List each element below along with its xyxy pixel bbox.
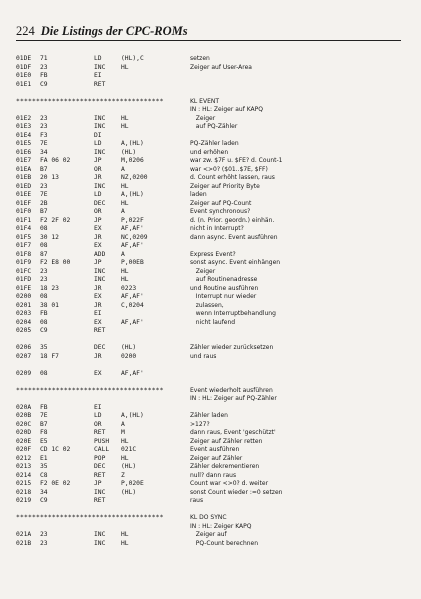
operand: Z: [121, 471, 125, 479]
address: 01F0: [16, 208, 32, 215]
mnemonic: RET: [94, 471, 106, 479]
operand: P,022F: [121, 216, 144, 224]
blank-line: [16, 336, 406, 345]
address: 01F7: [16, 242, 32, 249]
comment: zulassen,: [190, 301, 224, 309]
address: 020A: [16, 403, 32, 411]
comment: Zeiger auf Zähler retten: [190, 437, 263, 445]
listing-line: [16, 200, 406, 209]
blank-line: [16, 361, 406, 370]
operand: C,0204: [121, 301, 144, 309]
hex-bytes: FB: [40, 310, 48, 317]
assembly-listing: [16, 55, 406, 548]
hex-bytes: B7: [40, 165, 48, 173]
listing-line: [16, 217, 406, 226]
mnemonic: INC: [94, 531, 106, 538]
comment: Zeiger: [190, 114, 216, 122]
operand: NZ,0200: [121, 174, 148, 181]
hex-bytes: F2 0E 02: [40, 480, 71, 487]
address: 01DE: [16, 55, 32, 62]
separator-stars: *************************************: [16, 386, 164, 394]
listing-line: [16, 489, 406, 498]
hex-bytes: 18 23: [40, 284, 59, 292]
address: 01EA: [16, 165, 32, 173]
mnemonic: EI: [94, 310, 102, 317]
hex-bytes: 08: [40, 242, 48, 249]
operand: A: [121, 208, 125, 215]
comment: PQ-Zähler laden: [190, 140, 239, 147]
hex-bytes: 23: [40, 539, 48, 547]
comment: >127?: [190, 420, 210, 428]
hex-bytes: 08: [40, 293, 48, 300]
listing-line: [16, 183, 406, 192]
mnemonic: LD: [94, 55, 102, 62]
comment: PQ-Count berechnen: [190, 539, 259, 547]
listing-line: [16, 395, 406, 404]
address: 0214: [16, 471, 32, 479]
hex-bytes: B7: [40, 420, 48, 428]
mnemonic: DEC: [94, 344, 106, 351]
blank-line: [16, 378, 406, 387]
mnemonic: EX: [94, 369, 102, 377]
hex-bytes: 23: [40, 123, 48, 130]
operand: P,00EB: [121, 259, 144, 266]
address: 0206: [16, 344, 32, 351]
address: 021B: [16, 539, 32, 547]
comment: IN : HL: Zeiger auf PQ-Zähler: [190, 395, 277, 402]
listing-line: [16, 64, 406, 73]
listing-line: [16, 370, 406, 379]
listing-line: [16, 166, 406, 175]
address: 0209: [16, 369, 32, 377]
comment: IN : HL: Zeiger KAPQ: [190, 522, 252, 530]
hex-bytes: 23: [40, 267, 48, 275]
comment: auf Routinenadresse: [190, 276, 258, 283]
mnemonic: LD: [94, 140, 102, 147]
comment: laden: [190, 191, 207, 198]
mnemonic: JP: [94, 480, 102, 487]
mnemonic: INC: [94, 488, 106, 496]
listing-line: [16, 302, 406, 311]
hex-bytes: E1: [40, 454, 48, 462]
address: 01DF: [16, 63, 32, 71]
mnemonic: EI: [94, 403, 102, 411]
mnemonic: RET: [94, 327, 106, 334]
listing-line: [16, 234, 406, 243]
address: 01F1: [16, 216, 32, 224]
listing-line: [16, 149, 406, 158]
mnemonic: EX: [94, 293, 102, 300]
address: 01F9: [16, 259, 32, 266]
hex-bytes: 23: [40, 182, 48, 190]
listing-line: [16, 293, 406, 302]
hex-bytes: C9: [40, 327, 48, 334]
comment: Zeiger auf User-Area: [190, 63, 252, 71]
operand: A,(HL): [121, 191, 144, 198]
operand: HL: [121, 539, 129, 547]
listing-line: [16, 412, 406, 421]
section-heading: KL EVENT: [190, 97, 220, 105]
mnemonic: JR: [94, 352, 102, 360]
comment: und erhöhen: [190, 148, 229, 156]
listing-line: [16, 191, 406, 200]
address: 01E0: [16, 72, 32, 79]
address: 01E4: [16, 131, 32, 139]
operand: A: [121, 250, 125, 258]
mnemonic: OR: [94, 165, 102, 173]
mnemonic: PUSH: [94, 437, 110, 445]
comment: wenn Interruptbehandlung: [190, 310, 276, 317]
mnemonic: JR: [94, 233, 102, 241]
mnemonic: POP: [94, 454, 106, 462]
address: 01E7: [16, 157, 32, 164]
listing-line: [16, 463, 406, 472]
operand: HL: [121, 267, 129, 275]
comment: null? dann raus: [190, 471, 237, 479]
address: 01E3: [16, 123, 32, 130]
address: 0207: [16, 352, 32, 360]
mnemonic: LD: [94, 191, 102, 198]
hex-bytes: 23: [40, 114, 48, 122]
hex-bytes: FB: [40, 72, 48, 79]
blank-line: [16, 506, 406, 515]
listing-line: [16, 472, 406, 481]
mnemonic: JP: [94, 157, 102, 164]
listing-line: [16, 540, 406, 549]
listing-line: [16, 319, 406, 328]
mnemonic: EX: [94, 242, 102, 249]
comment: sonst async. Event einhängen: [190, 259, 281, 266]
listing-line: [16, 98, 406, 107]
operand: (HL): [121, 463, 137, 470]
operand: HL: [121, 63, 129, 71]
listing-line: [16, 174, 406, 183]
listing-line: [16, 242, 406, 251]
mnemonic: JP: [94, 259, 102, 266]
comment: setzen: [190, 55, 210, 62]
hex-bytes: 71: [40, 55, 48, 62]
comment: Interrupt nur wieder: [190, 293, 257, 300]
mnemonic: INC: [94, 539, 106, 547]
listing-line: [16, 327, 406, 336]
comment: d. Count erhöht lassen, raus: [190, 174, 275, 181]
address: 01F5: [16, 233, 32, 241]
address: 01E1: [16, 80, 32, 88]
comment: IN : HL: Zeiger auf KAPQ: [190, 106, 263, 113]
address: 01F4: [16, 225, 32, 232]
comment: und raus: [190, 352, 217, 360]
address: 0213: [16, 463, 32, 470]
address: 0200: [16, 293, 32, 300]
operand: HL: [121, 437, 129, 445]
hex-bytes: 30 12: [40, 233, 59, 241]
hex-bytes: E5: [40, 437, 48, 445]
mnemonic: JR: [94, 284, 102, 292]
address: 0219: [16, 497, 32, 504]
operand: 021C: [121, 446, 137, 453]
comment: dann async. Event ausführen: [190, 233, 278, 241]
address: 01EE: [16, 191, 32, 198]
listing-line: [16, 81, 406, 90]
operand: HL: [121, 114, 129, 122]
listing-line: [16, 251, 406, 260]
comment: und Routine ausführen: [190, 284, 259, 292]
mnemonic: INC: [94, 148, 106, 156]
mnemonic: INC: [94, 123, 106, 130]
hex-bytes: F2 E8 00: [40, 259, 71, 266]
listing-line: [16, 421, 406, 430]
address: 021A: [16, 531, 32, 538]
address: 01F8: [16, 250, 32, 258]
listing-line: [16, 132, 406, 141]
operand: A: [121, 165, 125, 173]
listing-line: [16, 72, 406, 81]
listing-line: [16, 276, 406, 285]
listing-line: [16, 438, 406, 447]
mnemonic: INC: [94, 114, 106, 122]
comment: dann raus, Event 'geschützt': [190, 429, 276, 436]
listing-line: [16, 208, 406, 217]
hex-bytes: 35: [40, 463, 48, 470]
listing-line: [16, 310, 406, 319]
mnemonic: LD: [94, 412, 102, 419]
address: 01E6: [16, 148, 32, 156]
hex-bytes: 08: [40, 369, 48, 377]
mnemonic: OR: [94, 208, 102, 215]
mnemonic: ADD: [94, 250, 106, 258]
hex-bytes: C9: [40, 80, 48, 88]
mnemonic: JP: [94, 216, 102, 224]
address: 01E2: [16, 114, 32, 122]
address: 01EB: [16, 174, 32, 181]
comment: Zähler laden: [190, 412, 228, 419]
operand: 0223: [121, 284, 137, 292]
comment: d. (n. Prior. geordn.) einhän.: [190, 216, 275, 224]
comment: raus: [190, 497, 204, 504]
mnemonic: RET: [94, 497, 106, 504]
mnemonic: INC: [94, 276, 106, 283]
operand: A,(HL): [121, 412, 144, 419]
operand: M,0206: [121, 157, 144, 164]
comment: war zw. $7F u. $FE? d. Count-1: [190, 157, 283, 164]
address: 020C: [16, 420, 32, 428]
comment: sonst Count wieder :=0 setzen: [190, 488, 283, 496]
hex-bytes: 7E: [40, 140, 48, 147]
separator-stars: *************************************: [16, 97, 164, 105]
mnemonic: EX: [94, 225, 102, 232]
hex-bytes: F2 2F 02: [40, 216, 71, 224]
address: 020F: [16, 446, 32, 453]
comment: Zähler wieder zurücksetzen: [190, 344, 274, 351]
hex-bytes: FB: [40, 403, 48, 411]
hex-bytes: 23: [40, 276, 48, 283]
operand: HL: [121, 454, 129, 462]
comment: Zähler dekrementieren: [190, 463, 260, 470]
mnemonic: EX: [94, 318, 102, 326]
comment: Express Event?: [190, 250, 236, 258]
section-heading: Event wiederholt ausführen: [190, 386, 273, 394]
operand: (HL): [121, 344, 137, 351]
operand: 0200: [121, 352, 137, 360]
address: 0205: [16, 327, 32, 334]
operand: (HL): [121, 148, 137, 156]
address: 020B: [16, 412, 32, 419]
comment: war <>0? ($01..$7E, $FF): [190, 165, 268, 173]
hex-bytes: FA 06 02: [40, 157, 71, 164]
listing-line: [16, 523, 406, 532]
hex-bytes: F8: [40, 429, 48, 436]
address: 0218: [16, 488, 32, 496]
comment: nicht in Interrupt?: [190, 225, 244, 232]
operand: A: [121, 420, 125, 428]
listing-line: [16, 446, 406, 455]
comment: Zeiger auf Zähler: [190, 454, 243, 462]
blank-line: [16, 89, 406, 98]
mnemonic: DEC: [94, 463, 106, 470]
operand: AF,AF': [121, 369, 144, 377]
hex-bytes: C9: [40, 497, 48, 504]
hex-bytes: 18 F7: [40, 352, 59, 360]
page-header: [16, 24, 401, 41]
listing-line: [16, 55, 406, 64]
operand: P,020E: [121, 480, 144, 487]
mnemonic: INC: [94, 267, 106, 275]
hex-bytes: 20 13: [40, 174, 59, 181]
mnemonic: JR: [94, 174, 102, 181]
address: 0212: [16, 454, 32, 462]
comment: Zeiger auf: [190, 531, 227, 538]
hex-bytes: 35: [40, 344, 48, 351]
listing-line: [16, 531, 406, 540]
mnemonic: OR: [94, 420, 102, 428]
listing-line: [16, 344, 406, 353]
hex-bytes: 34: [40, 148, 48, 156]
listing-line: [16, 157, 406, 166]
page-title: Die Listings der CPC-ROMs: [40, 24, 188, 38]
mnemonic: RET: [94, 429, 106, 436]
mnemonic: EI: [94, 72, 102, 79]
hex-bytes: 7E: [40, 412, 48, 419]
address: 0204: [16, 318, 32, 326]
comment: Zeiger: [190, 267, 216, 275]
operand: AF,AF': [121, 293, 144, 300]
hex-bytes: CD 1C 02: [40, 446, 71, 453]
listing-line: [16, 455, 406, 464]
hex-bytes: 7E: [40, 191, 48, 198]
address: 0203: [16, 310, 32, 317]
operand: AF,AF': [121, 318, 144, 326]
hex-bytes: 2B: [40, 199, 48, 207]
listing-line: [16, 514, 406, 523]
mnemonic: CALL: [94, 446, 110, 453]
listing-line: [16, 480, 406, 489]
mnemonic: INC: [94, 182, 106, 190]
hex-bytes: F3: [40, 131, 48, 139]
section-heading: KL DO SYNC: [190, 514, 227, 521]
address: 01ED: [16, 182, 32, 190]
operand: (HL): [121, 488, 137, 496]
page-number: 224: [16, 24, 35, 38]
operand: M: [121, 429, 125, 436]
listing-line: [16, 497, 406, 506]
operand: AF,AF': [121, 242, 144, 249]
separator-stars: *************************************: [16, 514, 164, 521]
comment: Count war <>0? d. weiter: [190, 480, 269, 487]
address: 01E5: [16, 140, 32, 147]
mnemonic: JR: [94, 301, 102, 309]
listing-line: [16, 115, 406, 124]
hex-bytes: 38 01: [40, 301, 59, 309]
address: 01FC: [16, 267, 32, 275]
hex-bytes: 23: [40, 63, 48, 71]
address: 0201: [16, 301, 32, 309]
operand: (HL),C: [121, 55, 144, 62]
mnemonic: RET: [94, 80, 106, 88]
operand: HL: [121, 199, 129, 207]
address: 0215: [16, 480, 32, 487]
listing-line: [16, 123, 406, 132]
listing-line: [16, 259, 406, 268]
listing-line: [16, 429, 406, 438]
comment: Event synchronous?: [190, 208, 251, 215]
address: 01FD: [16, 276, 32, 283]
address: 01FE: [16, 284, 32, 292]
comment: auf PQ-Zähler: [190, 123, 238, 130]
operand: HL: [121, 123, 129, 130]
hex-bytes: 34: [40, 488, 48, 496]
mnemonic: DEC: [94, 199, 106, 207]
hex-bytes: 08: [40, 318, 48, 326]
listing-line: [16, 387, 406, 396]
hex-bytes: C8: [40, 471, 48, 479]
operand: NC,0209: [121, 233, 148, 241]
address: 01EF: [16, 199, 32, 207]
operand: A,(HL): [121, 140, 144, 147]
mnemonic: DI: [94, 131, 102, 139]
listing-line: [16, 106, 406, 115]
listing-line: [16, 285, 406, 294]
listing-line: [16, 268, 406, 277]
listing-line: [16, 404, 406, 413]
comment: Zeiger auf Priority Byte: [190, 182, 260, 190]
address: 020E: [16, 437, 32, 445]
operand: HL: [121, 531, 129, 538]
operand: HL: [121, 182, 129, 190]
hex-bytes: 87: [40, 250, 48, 258]
address: 020D: [16, 429, 32, 436]
mnemonic: INC: [94, 63, 106, 71]
operand: AF,AF': [121, 225, 144, 232]
hex-bytes: 23: [40, 531, 48, 538]
operand: HL: [121, 276, 129, 283]
listing-line: [16, 140, 406, 149]
hex-bytes: B7: [40, 208, 48, 215]
listing-line: [16, 225, 406, 234]
listing-line: [16, 353, 406, 362]
hex-bytes: 08: [40, 225, 48, 232]
comment: Zeiger auf PQ-Count: [190, 199, 252, 207]
comment: nicht laufend: [190, 318, 236, 326]
comment: Event ausführen: [190, 446, 240, 453]
